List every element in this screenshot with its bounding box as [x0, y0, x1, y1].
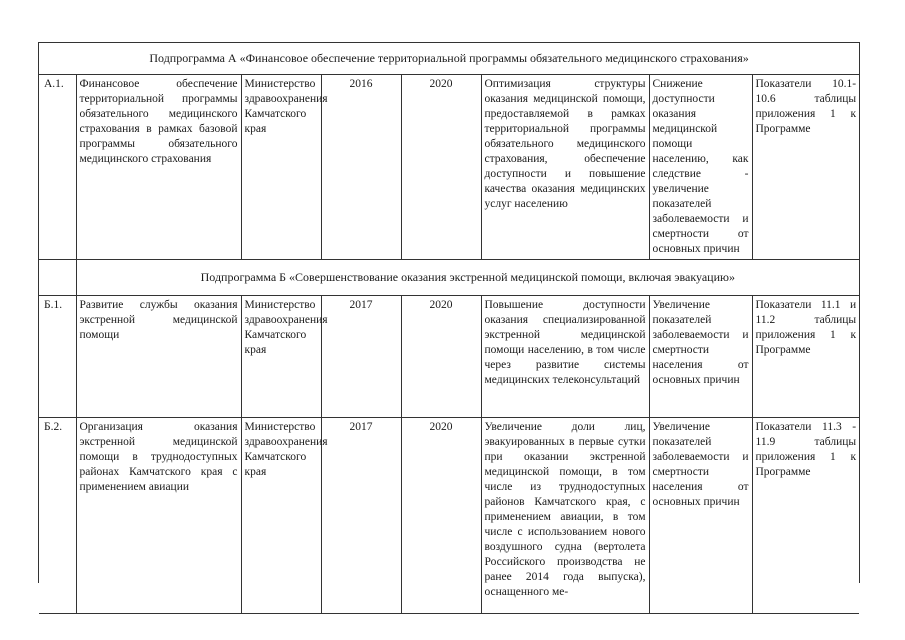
- row-consequences: Снижение доступности оказания медицинской помощи населению, как следствие - увеличение показателей заболеваемости и смертности от основных причин: [649, 74, 752, 259]
- row-consequences: Увеличение показателей заболеваемости и смертности населения от основных причин: [649, 417, 752, 613]
- subprogram-b-header-row: [39, 259, 859, 295]
- row-indicators: Показатели 11.3 - 11.9 таблицы приложения 1 к Программе: [752, 417, 859, 613]
- table-row: [39, 295, 859, 417]
- subprogram-a-header-row: [39, 43, 859, 74]
- row-name: Финансовое обеспечение территориальной программы обязательного медицинского страхования в рамках базовой программы обязательного медицинского страхования: [76, 74, 241, 259]
- table-row: [39, 417, 859, 613]
- program-table: [39, 43, 859, 614]
- row-executor: Министерство здравоохранения Камчатского края: [241, 295, 321, 417]
- row-consequences: Увеличение показателей заболеваемости и смертности населения от основных причин: [649, 295, 752, 417]
- table-row: [39, 74, 859, 259]
- row-code: А.1.: [39, 74, 76, 259]
- row-expected-result: Оптимизация структуры оказания медицинской помощи, предоставляемой в рамках территориальной программы обязательного медицинского страхования, обеспечение доступности и повышение качества оказания медицинских услуг населению: [481, 74, 649, 259]
- subprogram-a-title: Подпрограмма А «Финансовое обеспечение территориальной программы обязательного медицинского страхования»: [39, 43, 859, 74]
- row-name: Организация оказания экстренной медицинской помощи в труднодоступных районах Камчатского края с применением авиации: [76, 417, 241, 613]
- row-end-year: 2020: [401, 295, 481, 417]
- row-name: Развитие службы оказания экстренной медицинской помощи: [76, 295, 241, 417]
- row-expected-result: Увеличение доли лиц, эвакуированных в первые сутки при оказании экстренной медицинской помощи, в том числе из труднодоступных районов Камчатского края, с применением авиации, в том числе с использованием нового воздушного судна (вертолета Российского производства не ранее 2014 года выпуска), оснащенного ме-: [481, 417, 649, 613]
- row-end-year: 2020: [401, 74, 481, 259]
- row-indicators: Показатели 11.1 и 11.2 таблицы приложения 1 к Программе: [752, 295, 859, 417]
- table-frame: [38, 42, 860, 598]
- subprogram-b-code-cell: [39, 259, 76, 295]
- row-executor: Министерство здравоохранения Камчатского края: [241, 417, 321, 613]
- row-start-year: 2017: [321, 417, 401, 613]
- row-executor: Министерство здравоохранения Камчатского края: [241, 74, 321, 259]
- row-end-year: 2020: [401, 417, 481, 613]
- row-expected-result: Повышение доступности оказания специализированной экстренной медицинской помощи населению, в том числе через развитие системы медицинских телеконсультаций: [481, 295, 649, 417]
- row-code: Б.1.: [39, 295, 76, 417]
- row-code: Б.2.: [39, 417, 76, 613]
- row-start-year: 2016: [321, 74, 401, 259]
- subprogram-b-title: Подпрограмма Б «Совершенствование оказания экстренной медицинской помощи, включая эвакуацию»: [76, 259, 859, 295]
- row-indicators: Показатели 10.1-10.6 таблицы приложения 1 к Программе: [752, 74, 859, 259]
- row-start-year: 2017: [321, 295, 401, 417]
